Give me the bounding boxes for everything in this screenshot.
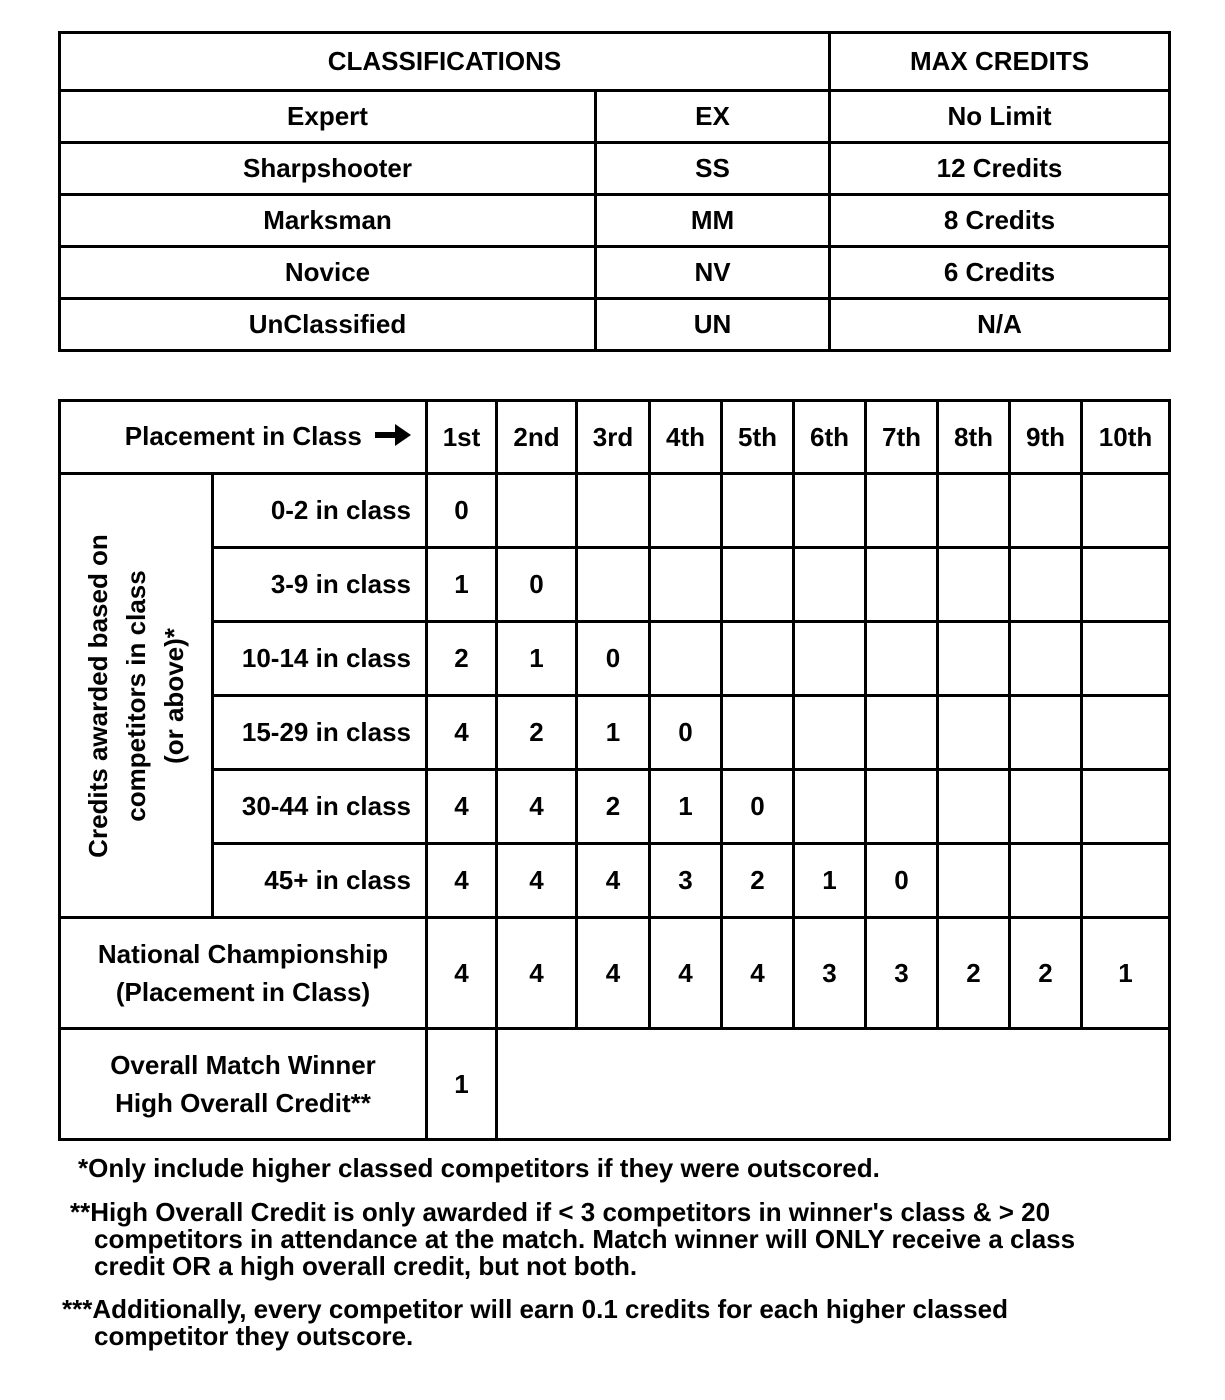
placement-in-class-header (60, 401, 427, 474)
credit-cell: 0 (722, 770, 794, 844)
overall-match-winner-label (60, 1029, 427, 1140)
credit-cell (722, 696, 794, 770)
credit-cell: 1 (794, 844, 866, 918)
class-code: UN (596, 299, 830, 351)
national-credit-cell: 4 (650, 918, 722, 1029)
credit-cell (938, 844, 1010, 918)
overall-label-line: High Overall Credit** (115, 1088, 371, 1118)
credit-cell (577, 474, 650, 548)
credit-cell (866, 548, 938, 622)
credit-cell: 1 (427, 548, 497, 622)
credit-cell: 0 (866, 844, 938, 918)
credit-cell: 4 (427, 844, 497, 918)
credit-cell (794, 622, 866, 696)
national-credit-cell: 4 (577, 918, 650, 1029)
credit-cell (650, 622, 722, 696)
credit-cell (1010, 696, 1082, 770)
credit-cell: 2 (427, 622, 497, 696)
class-code: MM (596, 195, 830, 247)
credit-cell (1010, 844, 1082, 918)
overall-empty-cell (497, 1029, 1170, 1140)
overall-credit-cell: 1 (427, 1029, 497, 1140)
footnote-1 (78, 1155, 880, 1182)
classifications-header: CLASSIFICATIONS (60, 33, 830, 91)
credit-cell: 2 (497, 696, 577, 770)
credit-cell (722, 548, 794, 622)
class-max-credits: 6 Credits (830, 247, 1170, 299)
credit-row (60, 548, 1170, 622)
classifications-header-row (60, 33, 1170, 91)
placement-header: 2nd (497, 401, 577, 474)
credit-cell: 3 (650, 844, 722, 918)
credit-cell (1082, 548, 1170, 622)
classification-row (60, 91, 1170, 143)
class-size-label: 15-29 in class (213, 696, 427, 770)
credit-cell (866, 770, 938, 844)
class-name: Marksman (60, 195, 596, 247)
side-label-line: competitors in class (121, 569, 151, 822)
national-championship-row (60, 918, 1170, 1029)
national-credit-cell: 2 (1010, 918, 1082, 1029)
credit-cell (794, 474, 866, 548)
footnote-3 (62, 1296, 1008, 1350)
credit-cell (794, 770, 866, 844)
credit-cell (866, 622, 938, 696)
classification-row (60, 299, 1170, 351)
national-championship-label (60, 918, 427, 1029)
credit-cell: 1 (650, 770, 722, 844)
credit-cell: 0 (427, 474, 497, 548)
credit-cell (1010, 770, 1082, 844)
footnote-line: competitor they outscore. (94, 1321, 414, 1351)
credit-cell (1010, 474, 1082, 548)
class-size-label: 30-44 in class (213, 770, 427, 844)
class-max-credits: 12 Credits (830, 143, 1170, 195)
class-name: Sharpshooter (60, 143, 596, 195)
placement-header: 6th (794, 401, 866, 474)
credit-cell: 4 (577, 844, 650, 918)
class-code: NV (596, 247, 830, 299)
credit-cell (794, 696, 866, 770)
credits-side-label (60, 474, 213, 918)
side-label-line: (or above)* (159, 627, 189, 764)
footnote-line: credit OR a high overall credit, but not both. (94, 1251, 638, 1281)
placement-header: 9th (1010, 401, 1082, 474)
footnote-2 (70, 1199, 1075, 1280)
credit-row (60, 622, 1170, 696)
national-credit-cell: 4 (497, 918, 577, 1029)
credit-cell (650, 548, 722, 622)
class-size-label: 10-14 in class (213, 622, 427, 696)
placement-header: 3rd (577, 401, 650, 474)
national-credit-cell: 4 (722, 918, 794, 1029)
credit-cell (1082, 696, 1170, 770)
credit-cell: 1 (497, 622, 577, 696)
class-max-credits: N/A (830, 299, 1170, 351)
max-credits-header: MAX CREDITS (830, 33, 1170, 91)
credit-cell: 0 (497, 548, 577, 622)
class-code: EX (596, 91, 830, 143)
classifications-table (58, 31, 1171, 352)
national-credit-cell: 2 (938, 918, 1010, 1029)
credit-row (60, 770, 1170, 844)
national-credit-cell: 3 (866, 918, 938, 1029)
right-arrow-icon (375, 422, 411, 453)
credit-cell: 4 (497, 770, 577, 844)
credit-cell (1010, 622, 1082, 696)
credit-cell: 4 (427, 696, 497, 770)
overall-match-winner-row (60, 1029, 1170, 1140)
national-label-line: National Championship (97, 939, 389, 969)
national-credit-cell: 1 (1082, 918, 1170, 1029)
placement-header: 10th (1082, 401, 1170, 474)
national-credit-cell: 4 (427, 918, 497, 1029)
placement-header: 8th (938, 401, 1010, 474)
classification-row (60, 247, 1170, 299)
class-size-label: 3-9 in class (213, 548, 427, 622)
credit-cell (650, 474, 722, 548)
credit-cell: 2 (577, 770, 650, 844)
national-credit-cell: 3 (794, 918, 866, 1029)
class-max-credits: No Limit (830, 91, 1170, 143)
class-max-credits: 8 Credits (830, 195, 1170, 247)
side-label-line: Credits awarded based on (83, 533, 113, 858)
placement-header: 1st (427, 401, 497, 474)
credit-cell: 0 (577, 622, 650, 696)
credit-cell (577, 548, 650, 622)
credits-table (58, 399, 1171, 1141)
credit-cell (938, 770, 1010, 844)
credit-cell (938, 622, 1010, 696)
footnote-line: **High Overall Credit is only awarded if < 3 competitors in winner's class & > 20 (70, 1197, 1051, 1227)
credit-cell: 1 (577, 696, 650, 770)
credit-cell (1082, 844, 1170, 918)
classification-row (60, 143, 1170, 195)
class-name: UnClassified (60, 299, 596, 351)
placement-header-row (60, 401, 1170, 474)
credit-cell (938, 548, 1010, 622)
national-label-line: (Placement in Class) (115, 977, 371, 1007)
credit-cell (866, 474, 938, 548)
classification-row (60, 195, 1170, 247)
credit-cell: 4 (497, 844, 577, 918)
credit-cell (794, 548, 866, 622)
credit-cell (1010, 548, 1082, 622)
credit-row (60, 696, 1170, 770)
credit-cell: 0 (650, 696, 722, 770)
placement-header: 4th (650, 401, 722, 474)
credit-cell (497, 474, 577, 548)
class-size-label: 0-2 in class (213, 474, 427, 548)
footnote-text: *Only include higher classed competitors if they were outscored. (78, 1153, 880, 1183)
credit-cell (866, 696, 938, 770)
footnote-line: ***Additionally, every competitor will earn 0.1 credits for each higher classed (62, 1294, 1008, 1324)
placement-label: Placement in Class (124, 420, 362, 451)
credit-cell (938, 696, 1010, 770)
credit-cell (1082, 770, 1170, 844)
credit-cell: 2 (722, 844, 794, 918)
class-code: SS (596, 143, 830, 195)
credit-cell (1082, 622, 1170, 696)
class-size-label: 45+ in class (213, 844, 427, 918)
credit-cell (938, 474, 1010, 548)
placement-header: 5th (722, 401, 794, 474)
credit-cell (722, 622, 794, 696)
class-name: Expert (60, 91, 596, 143)
credit-row (60, 474, 1170, 548)
credit-cell: 4 (427, 770, 497, 844)
overall-label-line: Overall Match Winner (110, 1050, 376, 1080)
credit-cell (1082, 474, 1170, 548)
credit-row (60, 844, 1170, 918)
footnote-line: competitors in attendance at the match. Match winner will ONLY receive a class (94, 1224, 1076, 1254)
credit-cell (722, 474, 794, 548)
class-name: Novice (60, 247, 596, 299)
placement-header: 7th (866, 401, 938, 474)
